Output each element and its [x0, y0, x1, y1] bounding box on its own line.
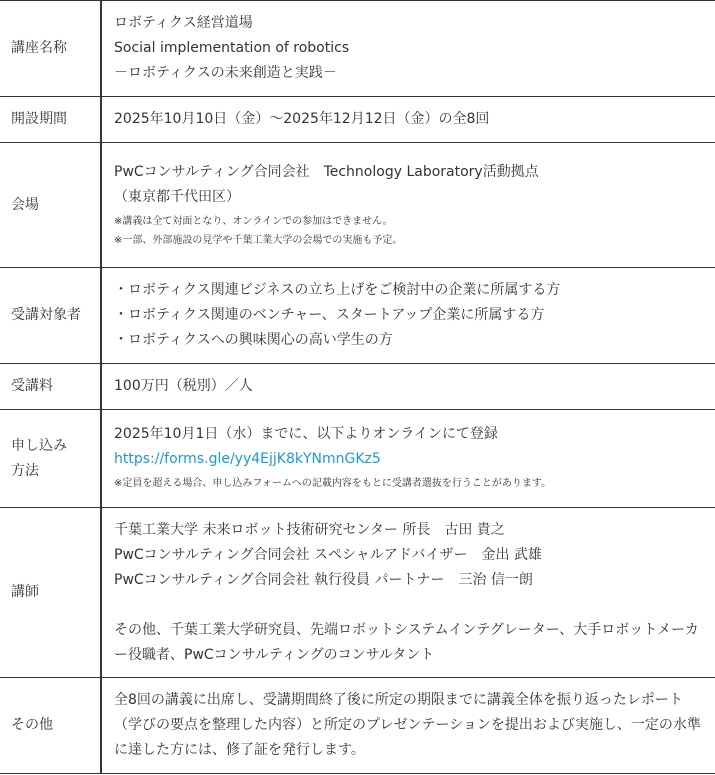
row-period	[0, 97, 715, 143]
venue-name: PwCコンサルティング合同会社 Technology Laboratory活動拠点	[114, 164, 539, 180]
row-venue	[0, 143, 715, 268]
label-application	[0, 410, 101, 508]
value-period: 2025年10月10日（金）～2025年12月12日（金）の全8回	[101, 97, 715, 143]
instructors-other: その他、千葉工業大学研究員、先端ロボットシステムインテグレーター、大手ロボットメーカー役職者、PwCコンサルティングのコンサルタント	[114, 621, 699, 663]
venue-note-onsite: ※講義は全て対面となり、オンラインでの参加はできません。	[114, 216, 393, 227]
label-instructors: 講師	[0, 508, 101, 678]
label-other: その他	[0, 678, 101, 774]
row-target	[0, 268, 715, 364]
label-target: 受講対象者	[0, 268, 101, 364]
course-title-en: Social implementation of robotics	[114, 40, 350, 56]
row-application	[0, 410, 715, 508]
spacer	[114, 593, 709, 618]
value-fee: 100万円（税別）／人	[101, 364, 715, 410]
application-form-link[interactable]: https://forms.gle/yy4EjjK8kYNmnGKz5	[114, 451, 381, 467]
value-target	[101, 268, 715, 364]
value-application	[101, 410, 715, 508]
course-title-ja: ロボティクス経営道場	[114, 15, 253, 31]
venue-location: （東京都千代田区）	[114, 189, 240, 205]
target-item: ・ロボティクス関連ビジネスの立ち上げをご検討中の企業に所属する方	[114, 282, 561, 298]
label-course-name: 講座名称	[0, 1, 101, 97]
instructor-item: PwCコンサルティング合同会社 執行役員 パートナー 三治 信一朗	[114, 571, 533, 588]
value-other: 全8回の講義に出席し、受講期間終了後に所定の期限までに講義全体を振り返ったレポート（学びの要点を整理した内容）と所定のプレゼンテーションを提出および実施し、一定の水準に達した方には、修了証を発行します。	[101, 678, 715, 774]
row-fee	[0, 364, 715, 410]
label-application-line1: 申し込み	[11, 437, 67, 454]
value-instructors	[101, 508, 715, 678]
target-item: ・ロボティクスへの興味関心の高い学生の方	[114, 332, 393, 348]
row-course-name	[0, 1, 715, 97]
application-deadline: 2025年10月1日（水）までに、以下よりオンラインにて登録	[114, 426, 498, 442]
instructor-item: PwCコンサルティング合同会社 スペシャルアドバイザー 金出 武雄	[114, 546, 542, 563]
row-instructors	[0, 508, 715, 678]
course-subtitle: －ロボティクスの未来創造と実践－	[114, 65, 337, 81]
row-other	[0, 678, 715, 774]
application-note: ※定員を超える場合、申し込みフォームへの記載内容をもとに受講者選抜を行うことがあります。	[114, 478, 552, 489]
venue-note-external: ※一部、外部施設の見学や千葉工業大学の会場での実施も予定。	[114, 235, 403, 246]
label-application-line2: 方法	[11, 462, 39, 479]
label-period: 開設期間	[0, 97, 101, 143]
value-course-name	[101, 1, 715, 97]
label-venue: 会場	[0, 143, 101, 268]
label-fee: 受講料	[0, 364, 101, 410]
instructor-item: 千葉工業大学 未来ロボット技術研究センター 所長 古田 貴之	[114, 521, 505, 538]
value-venue	[101, 143, 715, 268]
target-item: ・ロボティクス関連のベンチャー、スタートアップ企業に所属する方	[114, 307, 545, 323]
